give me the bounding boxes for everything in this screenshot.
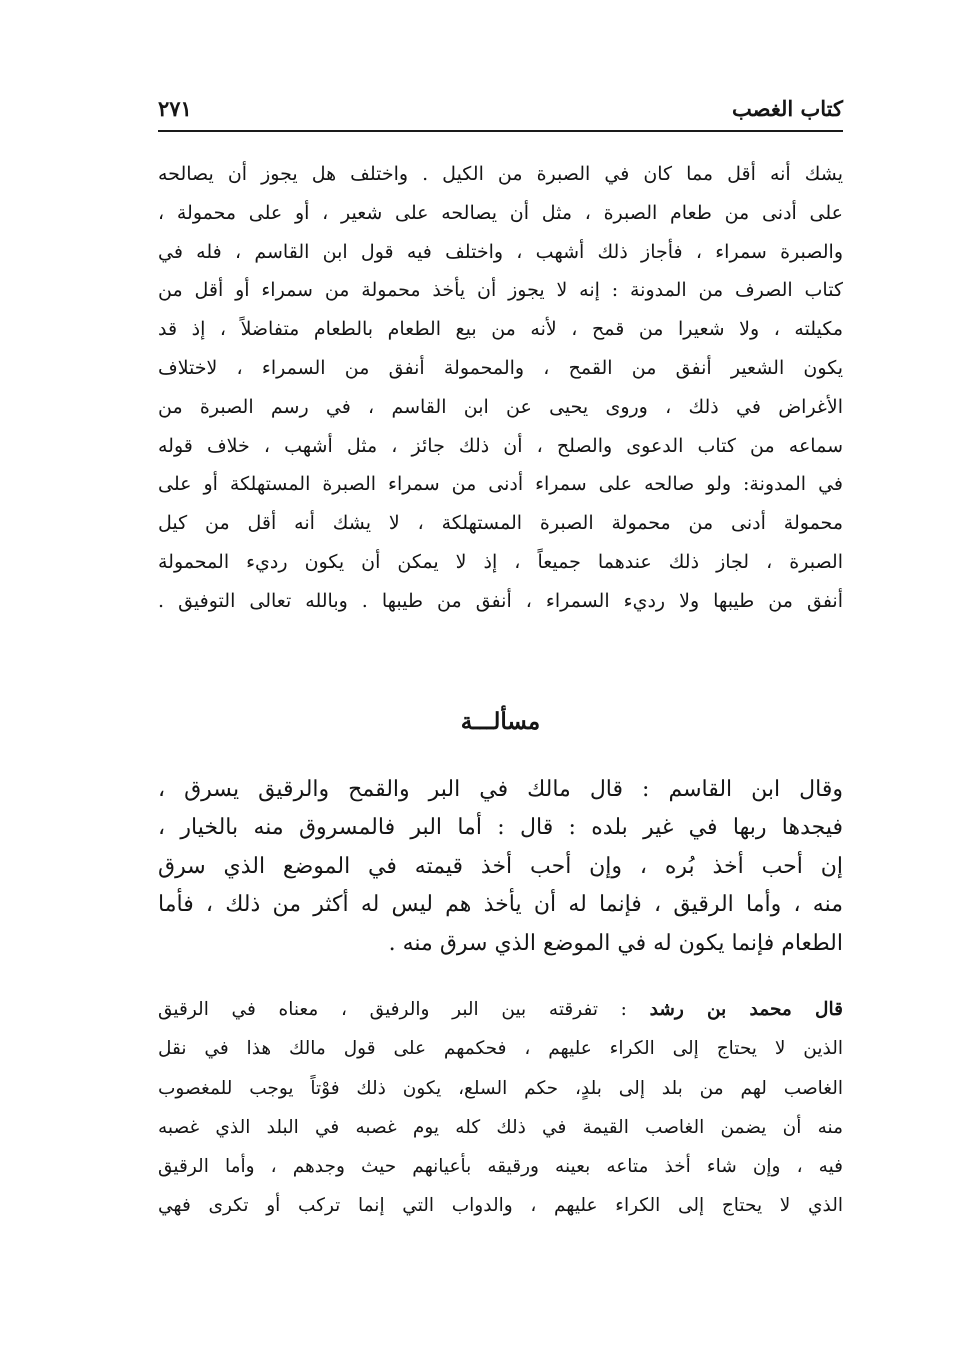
text-line: على أدنى من طعام الصبرة ، مثل أن يصالحه على شعير ، أو على محمولة ، [158,201,843,224]
text-line: يكون الشعير أنفق من القمح ، والمحمولة أنفق من السمراء ، لاختلاف [158,356,843,379]
text-line: فيجدها ربها في غير بلده : قال : أما البر فالمسروق منه بالخيار ، [158,815,843,841]
text-line: وقال ابن القاسم : قال مالك في البر والقمح والرقيق يسرق ، [158,777,843,802]
text-line: في المدونة: ولو صالحه على سمراء أدنى من سمراء الصبرة المستهلكة أو على [158,473,843,496]
text-line: مكيلته ، ولا شعيرا من قمح ، لأنه من بيع الطعام بالطعام متفاضلاً ، إذ قد [158,318,843,341]
paragraph-3 [158,990,843,1226]
header-rule [158,130,843,132]
paragraph-2 [158,771,843,963]
text-line: منه ، وأما الرقيق ، فإنما له أن يأخذ هم ليس له أكثر من ذلك ، فأما [158,892,843,918]
text-line: إن أحب أخذ بُره ، وإن أحب أخذ قيمته في الموضع الذي سرق [158,853,843,879]
text-line: منه أن يضمن الغاصب القيمة في ذلك كله يوم غصبه في البلد الذي غصبه [158,1116,843,1138]
text-line: الذين لا يحتاج إلى الكراء عليهم ، فحكمهم على قول مالك هذا في نقل [158,1038,843,1060]
text-line: الأغراض في ذلك ، وروى يحيى عن ابن القاسم ، في رسم الصبرة من [158,395,843,418]
text-line: كتاب الصرف من المدونة : إنه لا يجوز أن يأخذ محمولة من سمراء أو أقل من [158,279,843,302]
text-line [158,990,843,1029]
text-line: الطعام فإنما يكون له في الموضع الذي سرق منه . [388,930,843,956]
text-line: الغاصب لهم من بلد إلى بلدٍ، حكم السلع، يكون ذلك فوْتاً يوجب للمغصوب [158,1077,843,1099]
text-line: محمولة أدنى من محمولة الصبرة المستهلكة ، لا يشك أنه أقل من كيل [158,512,843,535]
text-line: سماعه من كتاب الدعوى والصلح ، أن ذلك جائز ، مثل أشهب ، خلاف قوله [158,434,843,457]
page-number: ٢٧١ [158,96,192,121]
text-line: أنفق من طيبها ولا رديء السمراء ، أنفق من طيبها . وبالله تعالى التوفيق . [158,589,843,612]
text-line: الصبرة ، لجاز ذلك عندهما جميعاً ، إذ لا يمكن أن يكون رديء المحمولة [158,550,843,573]
text-line: والصبرة سمراء ، فأجاز ذلك أشهب ، واختلف فيه قول ابن القاسم ، فله في [158,240,843,263]
chapter-title: كتاب الغصب [731,96,843,121]
text-line: فيه ، وإن شاء أخذ متاعه بعينه ورقيقه بأعيانهم حيث وجدهم ، وأما الرقيق [158,1156,843,1178]
running-header [158,96,843,130]
section-heading: مسألـــة [460,708,541,735]
paragraph-1 [158,155,843,621]
text-line: يشك أنه أقل مما كان في الصبرة من الكيل . واختلف هل يجوز أن يصالحه [158,163,843,185]
text-line: الذي لا يحتاج إلى الكراء عليهم ، والدواب التي إنما تركب أو تكرى فهي [158,1195,843,1217]
lead-continuation: : تفرقته بين البر والرفيق ، معناه في الرقيق [158,999,650,1020]
author-lead: قال محمد بن رشد [649,999,843,1020]
